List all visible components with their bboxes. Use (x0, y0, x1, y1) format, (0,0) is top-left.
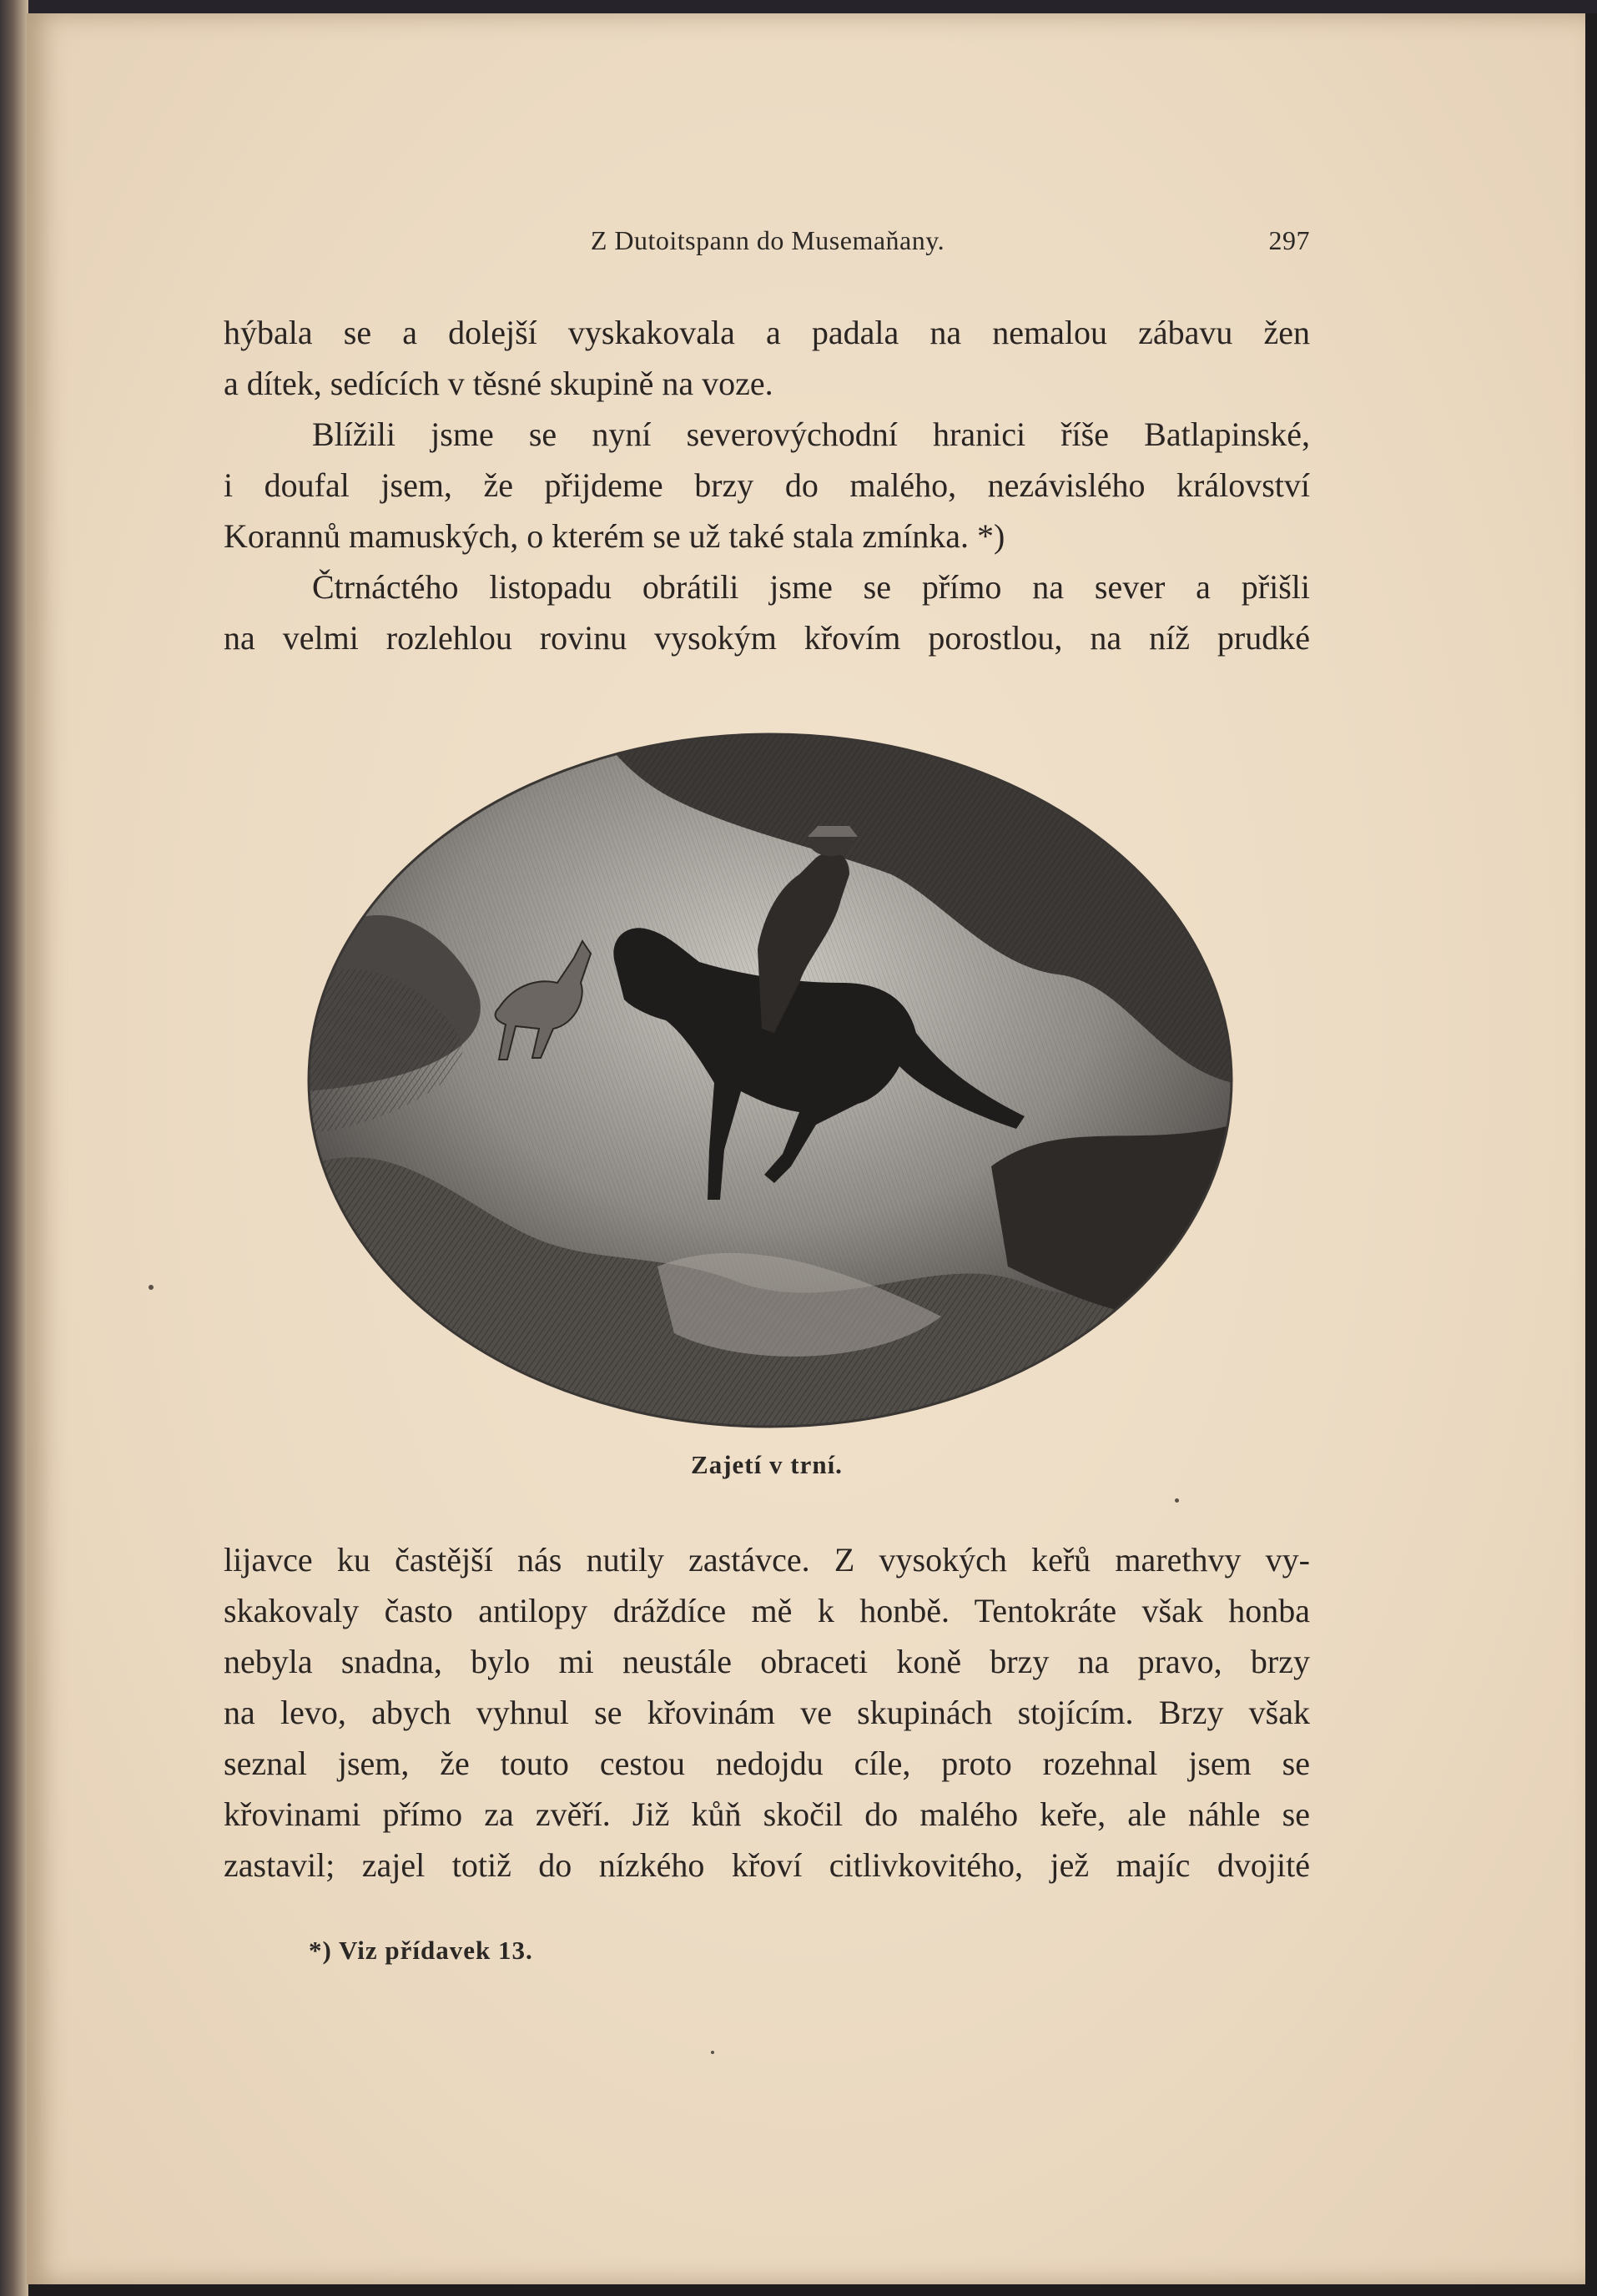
text-block-top (224, 307, 1310, 663)
text-line: nebyla snadna, bylo mi neustále obraceti koně brzy na pravo, brzy (224, 1643, 1310, 1680)
page-number: 297 (1268, 225, 1310, 255)
book-spine (0, 0, 28, 2296)
text-line: Čtrnáctého listopadu obrátili jsme se přímo na sever a přišli (312, 568, 1310, 606)
running-title: Z Dutoitspann do Musemaňany. (590, 225, 945, 255)
text-line: Korannů mamuských, o kterém se už také stala zmínka. *) (224, 517, 1005, 555)
text-line: Blížili jsme se nyní severovýchodní hranici říše Batlapinské, (312, 415, 1310, 453)
engraving-illustration (307, 733, 1233, 1428)
paper-speck (1175, 1498, 1179, 1503)
text-line: a dítek, sedících v těsné skupině na voze. (224, 365, 773, 402)
top-edge (0, 0, 1597, 13)
text-line: skakovaly často antilopy dráždíce mě k honbě. Tentokráte však honba (224, 1592, 1310, 1629)
text-line: na velmi rozlehlou rovinu vysokým křovím porostlou, na níž prudké (224, 619, 1310, 657)
text-line: křovinami přímo za zvěří. Již kůň skočil do malého keře, ale náhle se (224, 1795, 1310, 1833)
text-line: na levo, abych vyhnul se křovinám ve skupinách stojícím. Brzy však (224, 1694, 1310, 1731)
text-block-bottom (224, 1534, 1310, 1891)
paper-speck (711, 2051, 714, 2054)
text-line: seznal jsem, že touto cestou nedojdu cíle, proto rozehnal jsem se (224, 1745, 1310, 1782)
figure-caption: Zajetí v trní. (691, 1450, 843, 1479)
text-line: zastavil; zajel totiž do nízkého křoví citlivkovitého, jež majíc dvojité (224, 1846, 1310, 1884)
text-line: i doufal jsem, že přijdeme brzy do malého, nezávislého království (224, 466, 1310, 504)
running-header (225, 225, 1310, 259)
text-line: lijavce ku častější nás nutily zastávce. Z vysokých keřů marethvy vy- (224, 1541, 1310, 1578)
paper-speck (149, 1285, 154, 1290)
footnote: *) Viz přídavek 13. (309, 1936, 533, 1965)
text-line: hýbala se a dolejší vyskakovala a padala na nemalou zábavu žen (224, 314, 1310, 351)
